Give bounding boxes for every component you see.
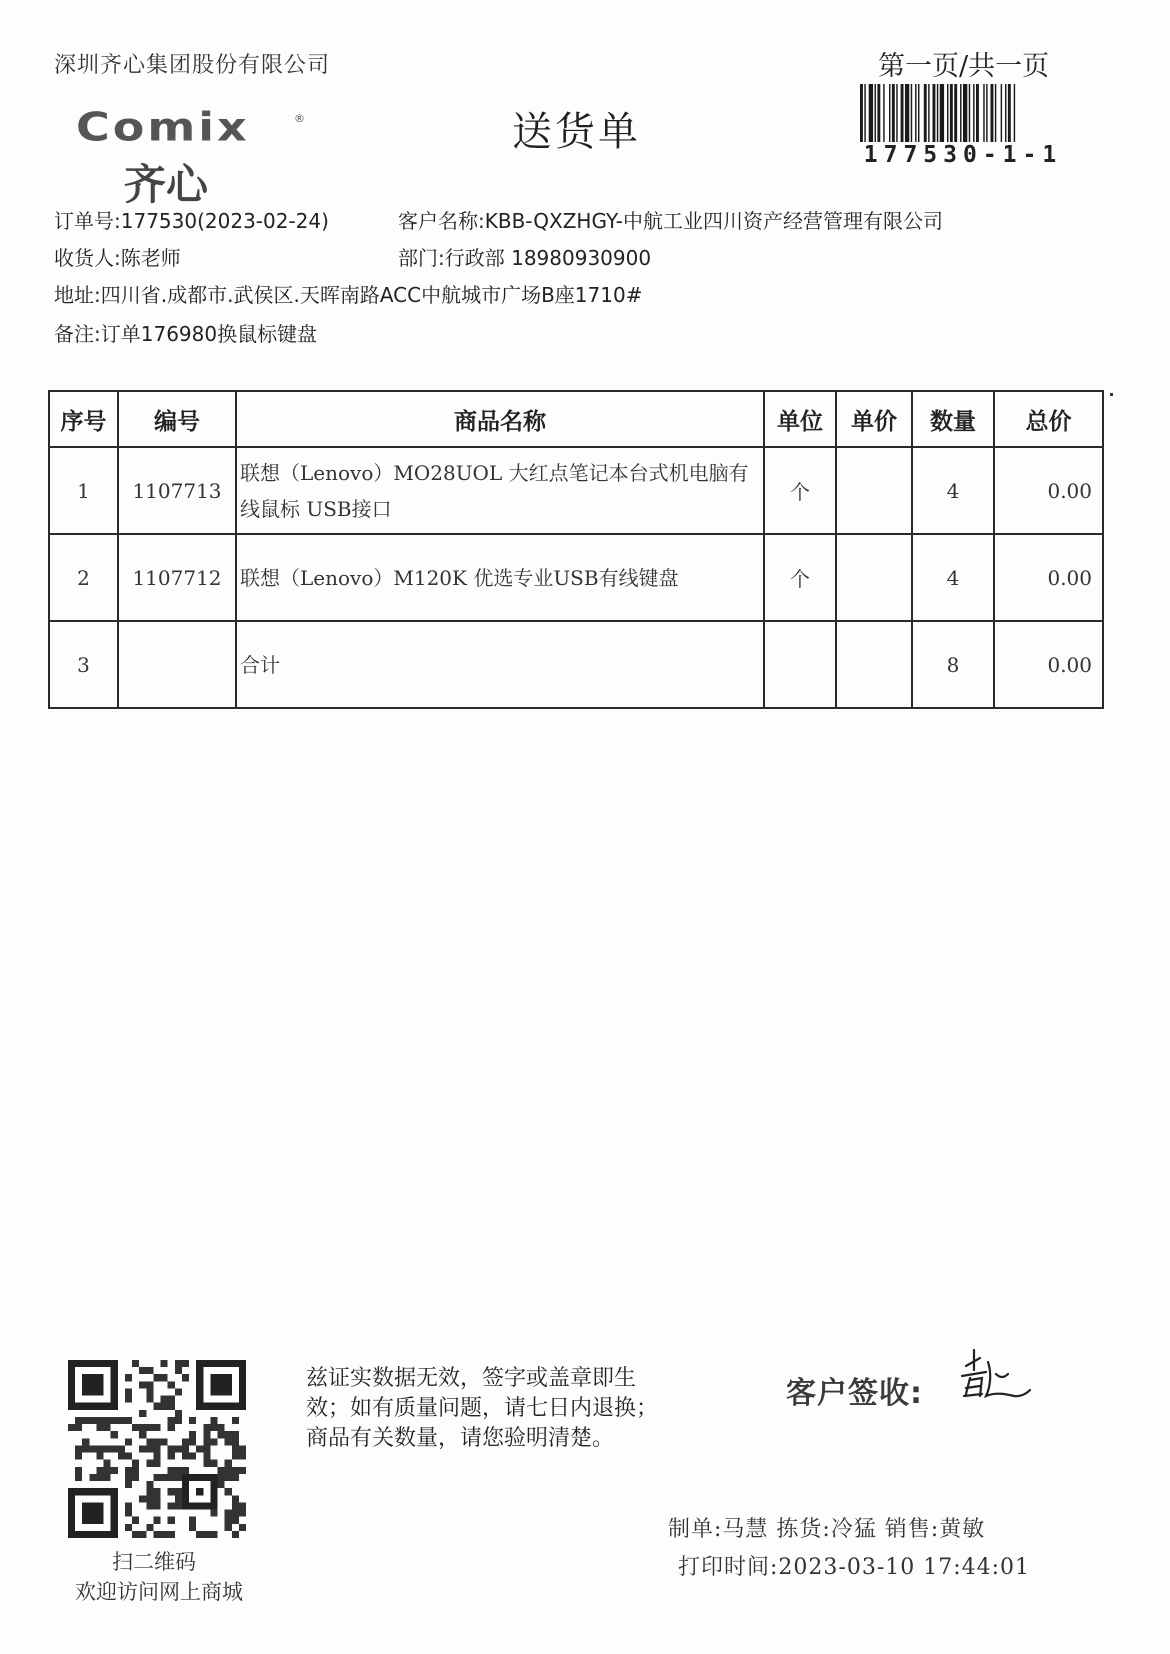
cell-quantity: 8 [912,621,994,708]
notice-line-3: 商品有关数量，请您验明清楚。 [306,1426,615,1451]
page-info: 第一页/共一页 [878,51,1050,82]
cell-unit: 个 [764,534,836,621]
customer-name [398,205,943,234]
department [398,242,651,271]
header-seq: 序号 [49,391,118,447]
receiver [54,242,181,271]
cell-total: 0.00 [994,621,1103,708]
cell-quantity: 4 [912,447,994,534]
cell-price [836,534,912,621]
notice-line-2: 效；如有质量问题，请七日内退换； [306,1396,659,1421]
cell-seq: 3 [49,621,118,708]
header-product-name: 商品名称 [236,391,764,447]
remark-value: 订单176980换鼠标键盘 [100,322,318,346]
cell-code: 1107712 [118,534,236,621]
address-label: 地址: [54,283,101,307]
customer-name-value: KBB-QXZHGY-中航工业四川资产经营管理有限公司 [484,209,944,233]
customer-name-label: 客户名称: [398,209,485,233]
document-title: 送货单 [512,109,641,155]
company-name: 深圳齐心集团股份有限公司 [54,53,331,78]
table-row-summary [49,621,1103,708]
table-row [49,534,1103,621]
items-table [48,390,1104,709]
cell-price [836,447,912,534]
header-total: 总价 [994,391,1103,447]
header-code: 编号 [118,391,236,447]
logo-chinese: 齐心 [124,160,209,209]
notice-line-1: 兹证实数据无效，签字或盖章即生 [306,1366,637,1391]
cell-seq: 1 [49,447,118,534]
header-unit: 单位 [764,391,836,447]
header-price: 单价 [836,391,912,447]
cell-product-name: 联想（Lenovo）M120K 优选专业USB有线键盘 [236,534,764,621]
qr-code-icon[interactable] [68,1360,246,1538]
cell-code [118,621,236,708]
department-value: 行政部 18980930900 [444,246,652,270]
receiver-label: 收货人: [54,246,121,270]
barcode-icon [858,84,1068,142]
print-time: 打印时间:2023-03-10 17:44:01 [678,1555,1031,1580]
table-row [49,447,1103,534]
cell-total: 0.00 [994,534,1103,621]
customer-sign-label: 客户签收: [786,1376,923,1411]
cell-code: 1107713 [118,447,236,534]
order-number-label: 订单号: [54,209,121,233]
cell-product-name: 联想（Lenovo）MO28UOL 大红点笔记本台式机电脑有线鼠标 USB接口 [236,447,764,534]
table-header-row [49,391,1103,447]
department-label: 部门: [398,246,445,270]
cell-product-name: 合计 [236,621,764,708]
header-quantity: 数量 [912,391,994,447]
scan-dot [1110,393,1113,396]
registered-mark-icon: ® [294,112,305,125]
cell-price [836,621,912,708]
cell-total: 0.00 [994,447,1103,534]
order-number [54,205,329,234]
staff-info: 制单:马慧 拣货:冷猛 销售:黄敏 [668,1517,986,1542]
handwritten-signature-icon [952,1344,1032,1410]
qr-caption-scan: 扫二维码 [112,1550,196,1574]
cell-unit: 个 [764,447,836,534]
cell-unit [764,621,836,708]
barcode-number: 177530-1-1 [863,142,1063,168]
logo-english: Comix [76,104,250,150]
comix-logo [72,104,312,209]
address [54,279,642,308]
order-number-value: 177530(2023-02-24) [120,209,329,233]
receiver-value: 陈老师 [120,246,181,270]
address-value: 四川省.成都市.武侯区.天晖南路ACC中航城市广场B座1710# [100,283,643,307]
qr-caption-store: 欢迎访问网上商城 [75,1580,243,1604]
remark-label: 备注: [54,322,101,346]
remark [54,318,317,347]
cell-quantity: 4 [912,534,994,621]
notice-text [306,1364,658,1454]
cell-seq: 2 [49,534,118,621]
